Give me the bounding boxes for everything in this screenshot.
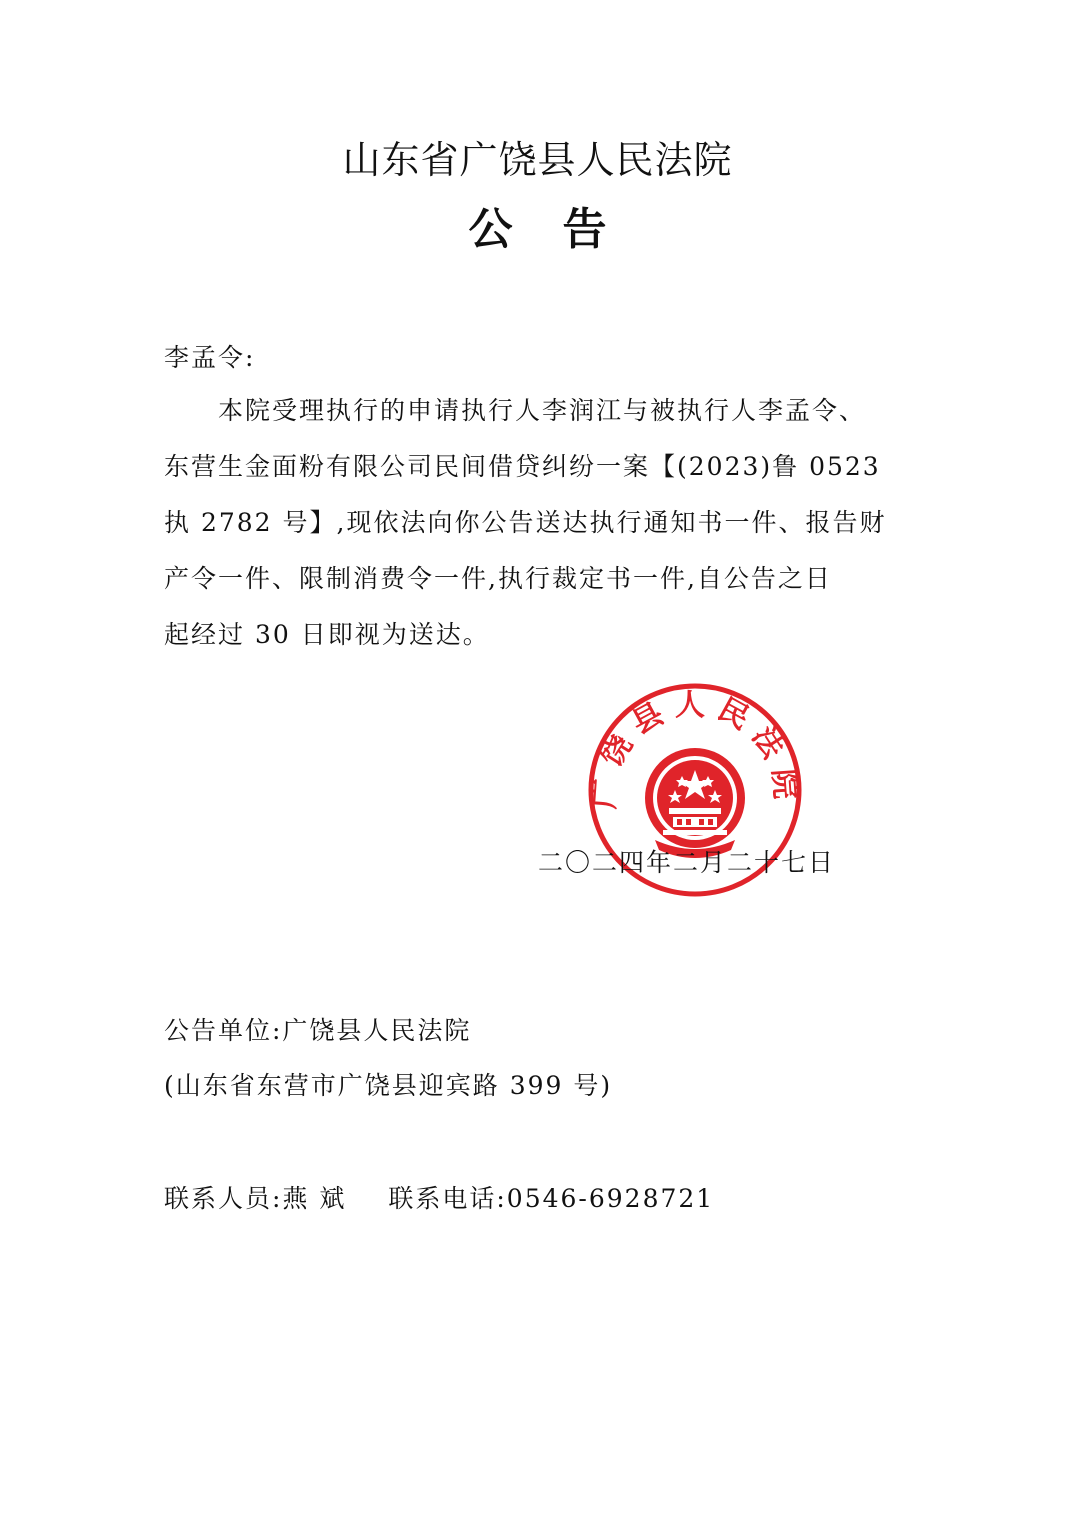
body-line-5: 起经过 30 日即视为送达。	[164, 620, 490, 649]
notice-title: 公告	[468, 204, 657, 255]
court-address: (山东省东营市广饶县迎宾路 399 号)	[164, 1071, 613, 1100]
body-line-1: 本院受理执行的申请执行人李润江与被执行人李孟令、	[218, 396, 867, 425]
contact-phone: 联系电话:0546-6928721	[388, 1184, 715, 1213]
body-line-3: 执 2782 号】,现依法向你公告送达执行通知书一件、报告财	[164, 508, 887, 537]
issuer-line: 公告单位:广饶县人民法院	[164, 1016, 472, 1045]
addressee-line: 李孟令:	[164, 343, 256, 372]
svg-text:广饶县人民法院: 广饶县人民法院	[586, 688, 804, 811]
document-date: 二〇二四年二月二十七日	[538, 848, 836, 877]
body-line-4: 产令一件、限制消费令一件,执行裁定书一件,自公告之日	[164, 564, 832, 593]
national-emblem-icon	[645, 748, 745, 858]
contact-line	[164, 1179, 714, 1219]
contact-person: 联系人员:燕 斌	[164, 1184, 347, 1213]
body-line-2: 东营生金面粉有限公司民间借贷纠纷一案【(2023)鲁 0523	[164, 452, 881, 481]
court-name-heading: 山东省广饶县人民法院	[342, 138, 733, 182]
